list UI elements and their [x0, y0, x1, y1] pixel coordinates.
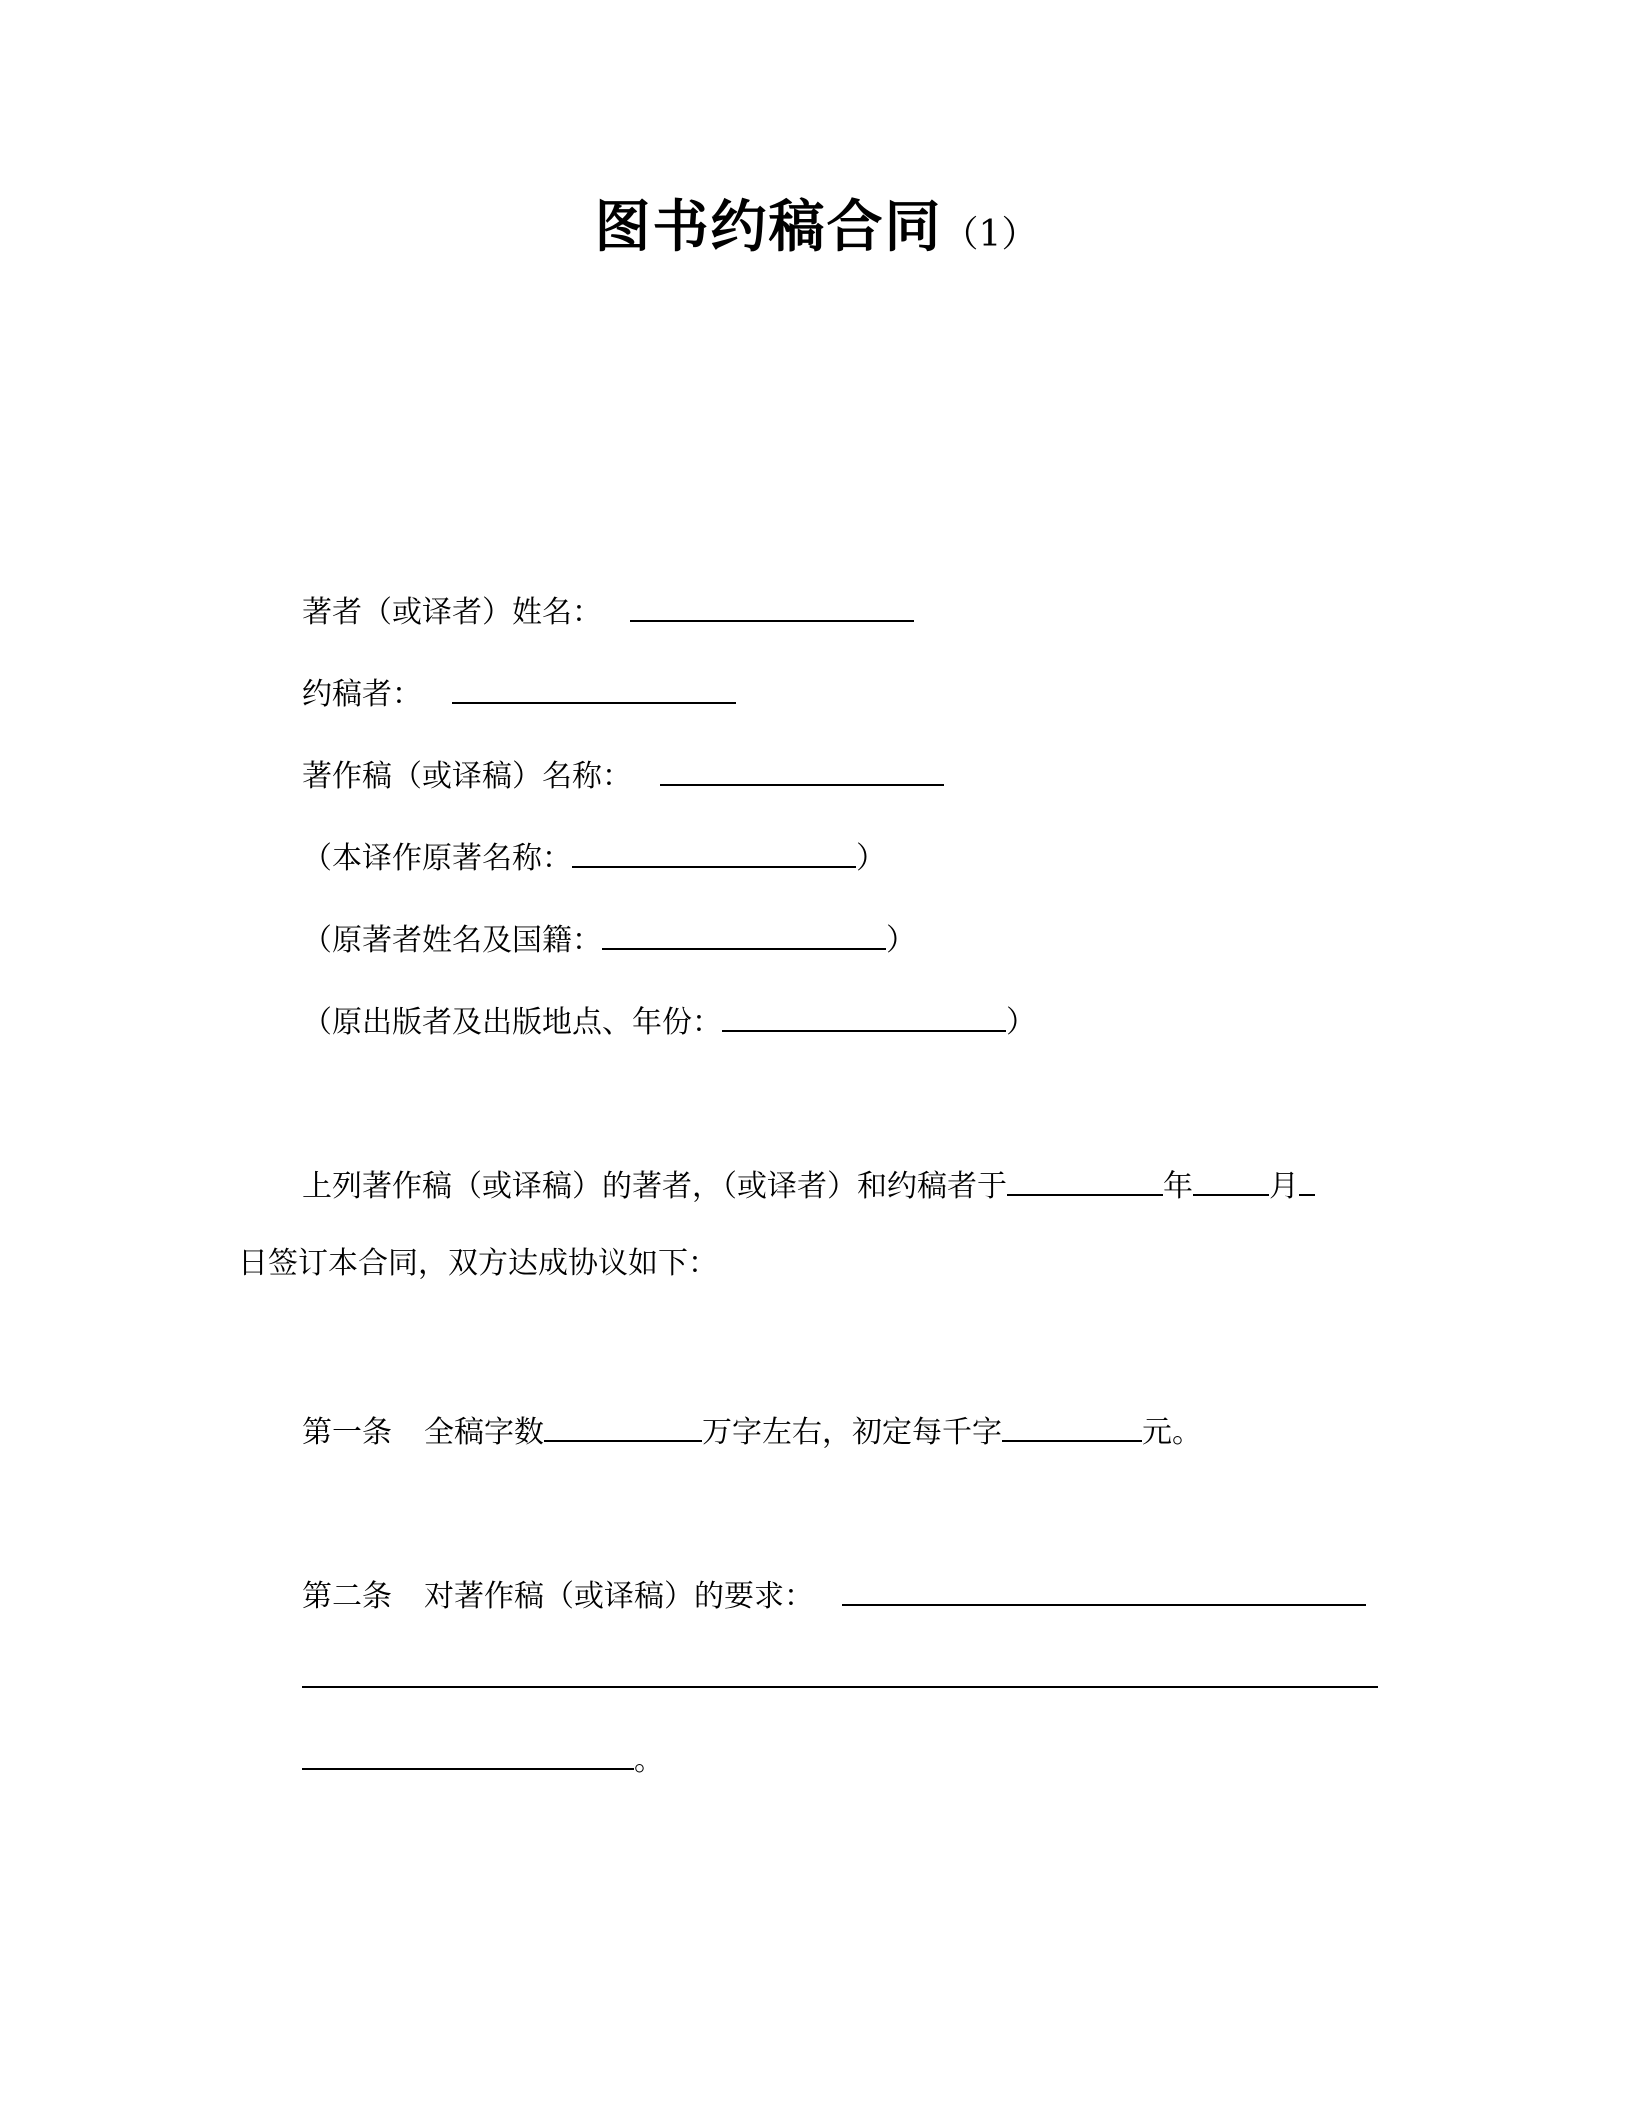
- commissioner-blank[interactable]: [452, 668, 736, 704]
- article-1-text-3: 元。: [1142, 1415, 1202, 1450]
- month-label: 月: [1269, 1169, 1299, 1204]
- author-name-label: 著者（或译者）姓名：: [302, 595, 602, 630]
- close-paren: ）: [886, 923, 916, 958]
- commissioner-row: [302, 668, 736, 717]
- close-paren: ）: [856, 841, 886, 876]
- word-count-blank[interactable]: [544, 1406, 702, 1442]
- original-title-label: （本译作原著名称：: [302, 841, 572, 876]
- original-author-row: [302, 914, 916, 963]
- original-title-blank[interactable]: [572, 832, 856, 868]
- preamble-text-2: 日签订本合同，双方达成协议如下：: [238, 1246, 718, 1281]
- article-2-end: 。: [634, 1743, 664, 1778]
- manuscript-name-row: [302, 750, 944, 799]
- original-publisher-blank[interactable]: [722, 996, 1006, 1032]
- original-author-label: （原著者姓名及国籍：: [302, 923, 602, 958]
- requirements-blank-3[interactable]: [302, 1734, 634, 1770]
- original-author-blank[interactable]: [602, 914, 886, 950]
- document-title: [0, 192, 1632, 271]
- title-suffix: （1）: [942, 214, 1038, 255]
- article-2-label: 第二条: [302, 1579, 392, 1614]
- manuscript-name-blank[interactable]: [660, 750, 944, 786]
- author-name-row: [302, 586, 914, 635]
- rate-blank[interactable]: [1002, 1406, 1142, 1442]
- article-1-text-2: 万字左右，初定每千字: [702, 1415, 1002, 1450]
- preamble-line-2: [238, 1242, 718, 1286]
- preamble-text: 上列著作稿（或译稿）的著者，（或译者）和约稿者于: [302, 1169, 1007, 1204]
- article-2-text: 对著作稿（或译稿）的要求：: [424, 1579, 814, 1614]
- preamble-line-1: [302, 1160, 1315, 1209]
- article-2-line-3: [302, 1734, 664, 1783]
- author-name-blank[interactable]: [630, 586, 914, 622]
- close-paren: ）: [1006, 1005, 1036, 1040]
- year-label: 年: [1163, 1169, 1193, 1204]
- article-1-label: 第一条: [302, 1415, 392, 1450]
- requirements-blank-2[interactable]: [302, 1652, 1378, 1688]
- article-1: [302, 1406, 1202, 1455]
- requirements-blank-1[interactable]: [842, 1570, 1366, 1606]
- manuscript-name-label: 著作稿（或译稿）名称：: [302, 759, 632, 794]
- original-publisher-label: （原出版者及出版地点、年份：: [302, 1005, 722, 1040]
- day-blank[interactable]: [1299, 1160, 1315, 1196]
- article-2-line-2: [302, 1652, 1378, 1701]
- title-main: 图书约稿合同: [594, 195, 943, 260]
- article-2: [302, 1570, 1366, 1619]
- original-publisher-row: [302, 996, 1036, 1045]
- commissioner-label: 约稿者：: [302, 677, 422, 712]
- year-blank[interactable]: [1007, 1160, 1163, 1196]
- original-title-row: [302, 832, 886, 881]
- article-1-text: 全稿字数: [424, 1415, 544, 1450]
- month-blank[interactable]: [1193, 1160, 1269, 1196]
